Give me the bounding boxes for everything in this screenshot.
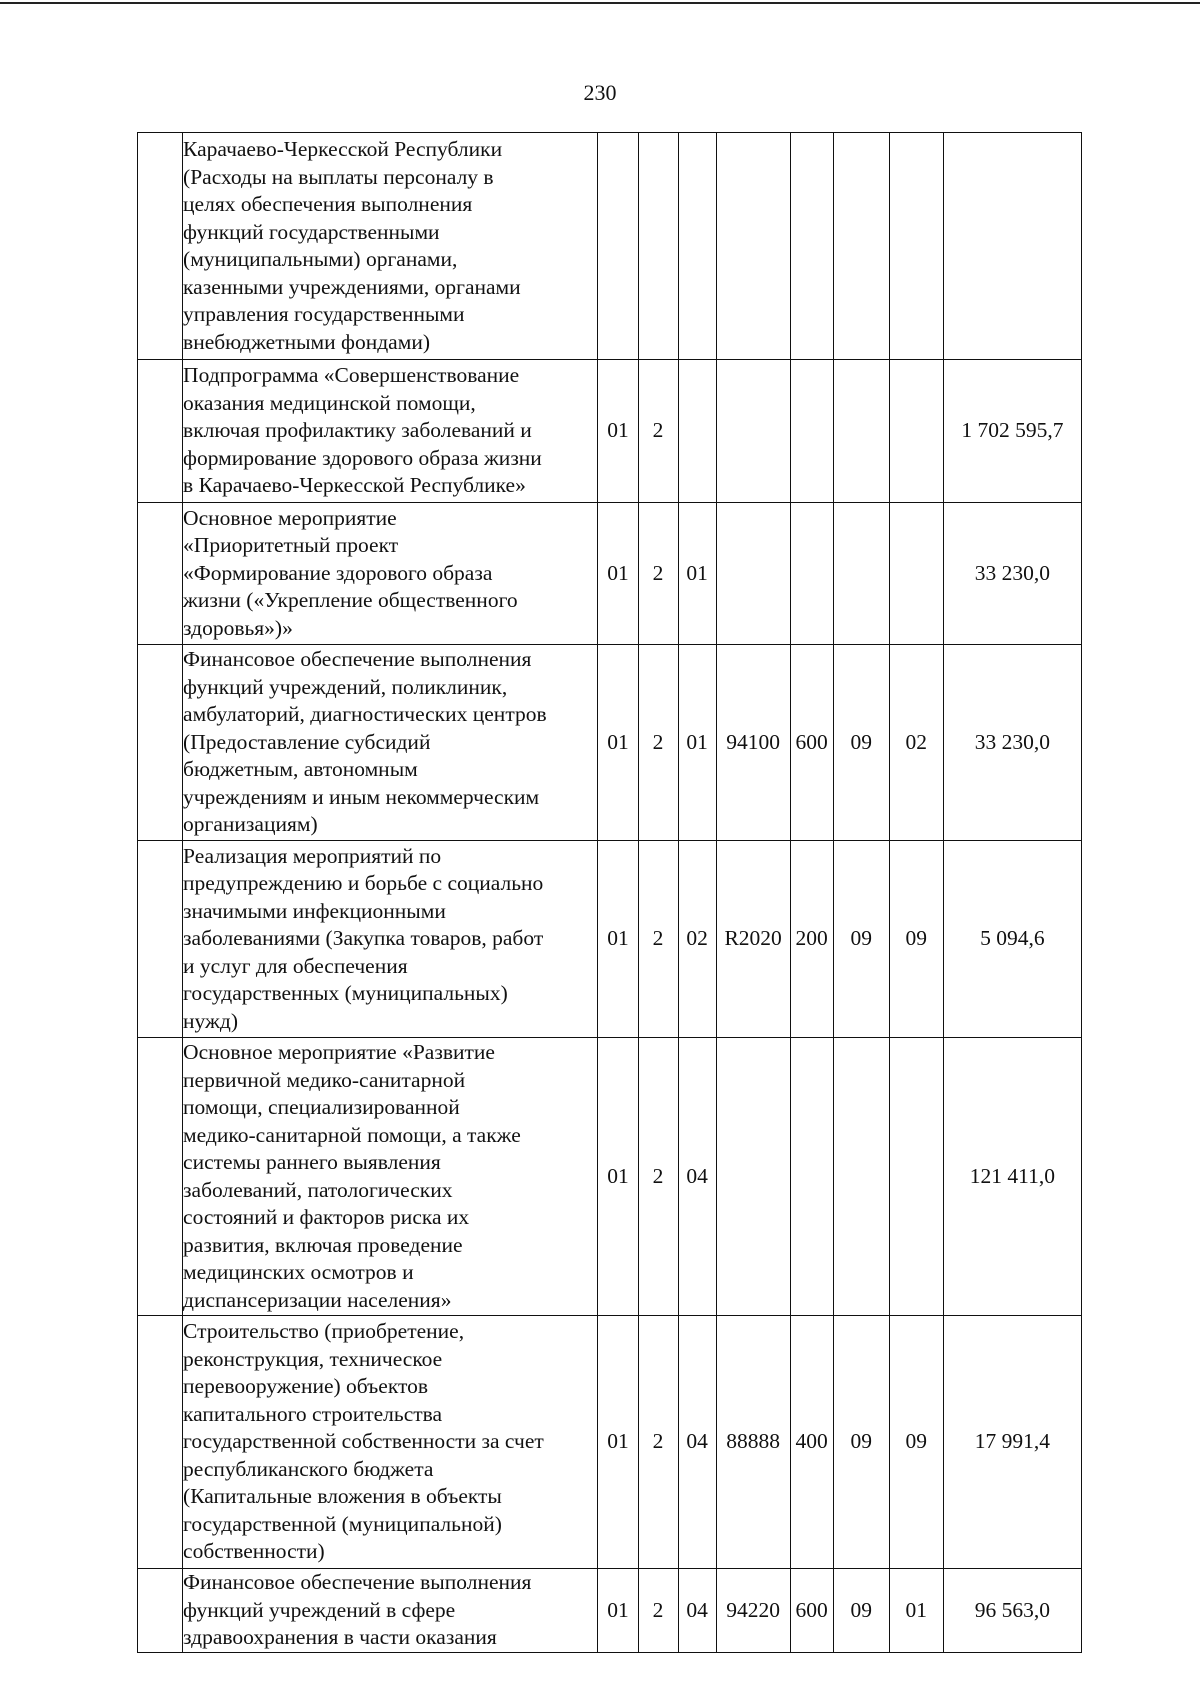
sum-cell: [943, 133, 1081, 360]
budget-table: [137, 132, 1082, 1653]
row-number-cell: [138, 503, 183, 645]
row-number-cell: [138, 1316, 183, 1569]
description-cell: Основное мероприятие «Развитие первичной медико-санитарной помощи, специализированной медико-санитарной помощи, а также системы раннего выявления заболеваний, патологических состояний и факторов риска их развития, включая проведение медицинских осмотров и диспансеризации населения»: [183, 1038, 598, 1316]
direction-code-cell: [716, 133, 790, 360]
sum-cell: 1 702 595,7: [943, 360, 1081, 503]
subsection-code-cell: [889, 360, 943, 503]
table-row: [138, 841, 1082, 1038]
subsection-code-cell: 09: [889, 841, 943, 1038]
section-code-cell: [833, 503, 889, 645]
expense-type-cell: [790, 1038, 833, 1316]
program-code-cell: 01: [598, 645, 638, 841]
row-number-cell: [138, 1038, 183, 1316]
program-code-cell: 01: [598, 1569, 638, 1653]
description-cell: Реализация мероприятий по предупреждению и борьбе с социально значимыми инфекционными заболеваниями (Закупка товаров, работ и услуг для обеспечения государственных (муниципальных) нужд): [183, 841, 598, 1038]
subsection-code-cell: 09: [889, 1316, 943, 1569]
description-cell: Подпрограмма «Совершенствование оказания медицинской помощи, включая профилактику заболеваний и формирование здорового образа жизни в Карачаево-Черкесской Республике»: [183, 360, 598, 503]
description-cell: Карачаево-Черкесской Республики (Расходы на выплаты персоналу в целях обеспечения выполнения функций государственными (муниципальными) органами, казенными учреждениями, органами управления государственными внебюджетными фондами): [183, 133, 598, 360]
expense-type-cell: [790, 360, 833, 503]
row-number-cell: [138, 133, 183, 360]
section-code-cell: 09: [833, 645, 889, 841]
subsection-code-cell: 01: [889, 1569, 943, 1653]
description-cell: Финансовое обеспечение выполнения функций учреждений в сфере здравоохранения в части оказания: [183, 1569, 598, 1653]
table-row: [138, 360, 1082, 503]
direction-code-cell: 94220: [716, 1569, 790, 1653]
sum-cell: 33 230,0: [943, 645, 1081, 841]
row-number-cell: [138, 645, 183, 841]
main-activity-code-cell: 04: [678, 1038, 716, 1316]
subprogram-code-cell: 2: [638, 1316, 678, 1569]
direction-code-cell: 94100: [716, 645, 790, 841]
table-row: [138, 133, 1082, 360]
subprogram-code-cell: 2: [638, 360, 678, 503]
table-row: [138, 1038, 1082, 1316]
direction-code-cell: R2020: [716, 841, 790, 1038]
subprogram-code-cell: 2: [638, 1569, 678, 1653]
main-activity-code-cell: 01: [678, 503, 716, 645]
direction-code-cell: [716, 503, 790, 645]
section-code-cell: 09: [833, 841, 889, 1038]
top-border-line: [0, 2, 1200, 4]
program-code-cell: [598, 133, 638, 360]
row-number-cell: [138, 1569, 183, 1653]
main-activity-code-cell: 04: [678, 1316, 716, 1569]
main-activity-code-cell: 01: [678, 645, 716, 841]
subsection-code-cell: [889, 133, 943, 360]
sum-cell: 5 094,6: [943, 841, 1081, 1038]
subprogram-code-cell: 2: [638, 645, 678, 841]
subprogram-code-cell: [638, 133, 678, 360]
direction-code-cell: [716, 360, 790, 503]
sum-cell: 121 411,0: [943, 1038, 1081, 1316]
section-code-cell: [833, 133, 889, 360]
expense-type-cell: 600: [790, 645, 833, 841]
table-row: [138, 503, 1082, 645]
subprogram-code-cell: 2: [638, 841, 678, 1038]
table-row: [138, 645, 1082, 841]
description-cell: Строительство (приобретение, реконструкция, техническое перевооружение) объектов капитального строительства государственной собственности за счет республиканского бюджета (Капитальные вложения в объекты государственной (муниципальной) собственности): [183, 1316, 598, 1569]
program-code-cell: 01: [598, 503, 638, 645]
program-code-cell: 01: [598, 360, 638, 503]
subsection-code-cell: [889, 503, 943, 645]
row-number-cell: [138, 841, 183, 1038]
expense-type-cell: 600: [790, 1569, 833, 1653]
program-code-cell: 01: [598, 841, 638, 1038]
main-activity-code-cell: 04: [678, 1569, 716, 1653]
description-cell: Финансовое обеспечение выполнения функций учреждений, поликлиник, амбулаторий, диагностических центров (Предоставление субсидий бюджетным, автономным учреждениям и иным некоммерческим организациям): [183, 645, 598, 841]
section-code-cell: [833, 1038, 889, 1316]
expense-type-cell: [790, 503, 833, 645]
expense-type-cell: 200: [790, 841, 833, 1038]
sum-cell: 17 991,4: [943, 1316, 1081, 1569]
main-activity-code-cell: [678, 133, 716, 360]
sum-cell: 33 230,0: [943, 503, 1081, 645]
section-code-cell: 09: [833, 1569, 889, 1653]
row-number-cell: [138, 360, 183, 503]
sum-cell: 96 563,0: [943, 1569, 1081, 1653]
subsection-code-cell: [889, 1038, 943, 1316]
table-row: [138, 1316, 1082, 1569]
section-code-cell: 09: [833, 1316, 889, 1569]
program-code-cell: 01: [598, 1038, 638, 1316]
section-code-cell: [833, 360, 889, 503]
expense-type-cell: 400: [790, 1316, 833, 1569]
subprogram-code-cell: 2: [638, 1038, 678, 1316]
direction-code-cell: [716, 1038, 790, 1316]
description-cell: Основное мероприятие «Приоритетный проект «Формирование здорового образа жизни («Укрепление общественного здоровья»)»: [183, 503, 598, 645]
main-activity-code-cell: [678, 360, 716, 503]
direction-code-cell: 88888: [716, 1316, 790, 1569]
program-code-cell: 01: [598, 1316, 638, 1569]
expense-type-cell: [790, 133, 833, 360]
table-row: [138, 1569, 1082, 1653]
subsection-code-cell: 02: [889, 645, 943, 841]
page-number: 230: [583, 80, 617, 105]
subprogram-code-cell: 2: [638, 503, 678, 645]
main-activity-code-cell: 02: [678, 841, 716, 1038]
